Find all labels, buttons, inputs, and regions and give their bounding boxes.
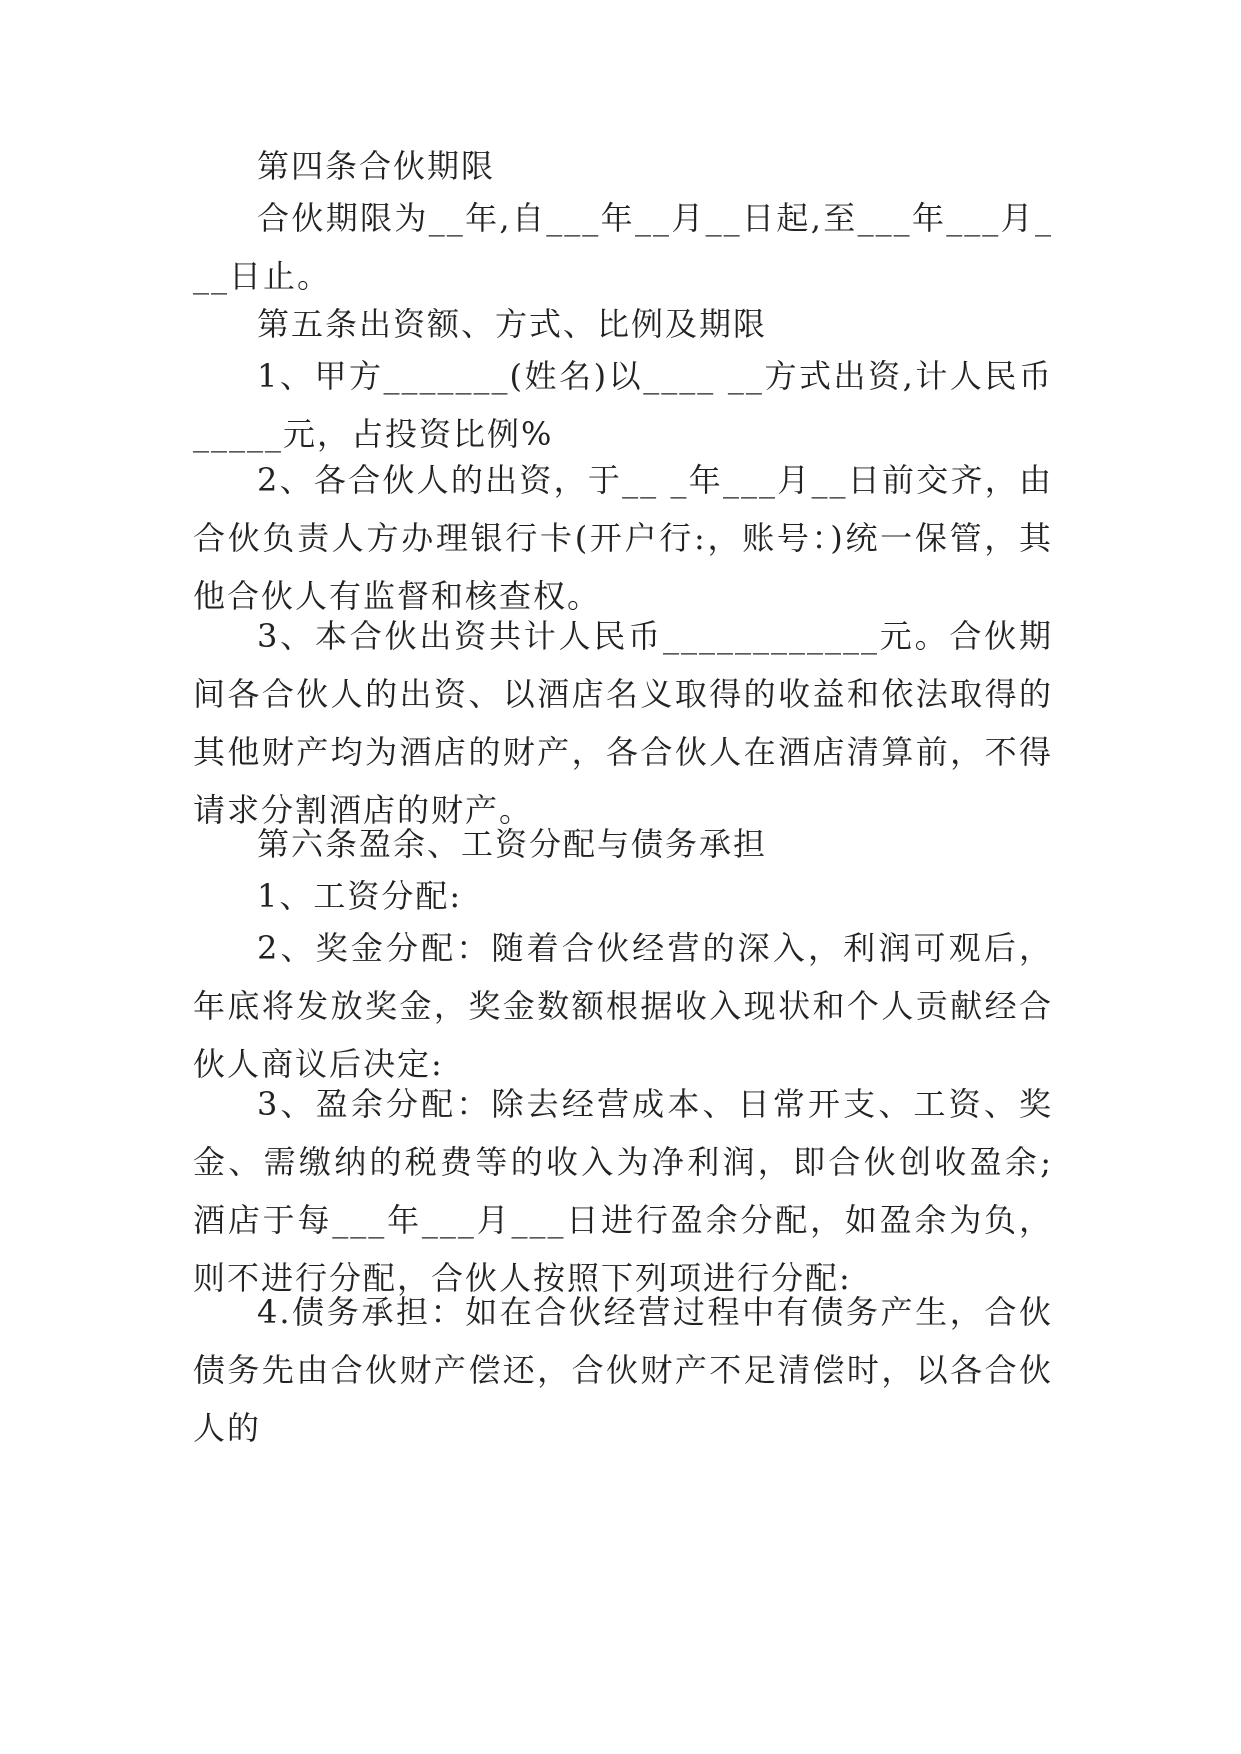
bonus-distribution-item: 2、奖金分配：随着合伙经营的深入，利润可观后，年底将发放奖金，奖金数额根据收入现状和个人贡献经合伙人商议后决定:	[193, 929, 1053, 1083]
partnership-term-paragraph: 合伙期限为__年,自___年__月__日起,至___年___月___日止。	[193, 199, 1053, 295]
contribution-item-1: 1、甲方_______(姓名)以____ __方式出资,计人民币_____元，占投资比例%	[193, 357, 1053, 453]
article-6-heading: 第六条盈余、工资分配与债务承担	[257, 825, 768, 863]
debt-bearing-item: 4.债务承担：如在合伙经营过程中有债务产生，合伙债务先由合伙财产偿还，合伙财产不足清偿时，以各合伙人的	[193, 1293, 1053, 1447]
wage-distribution-item: 1、工资分配:	[257, 877, 463, 915]
surplus-distribution-item: 3、盈余分配：除去经营成本、日常开支、工资、奖金、需缴纳的税费等的收入为净利润，即合伙创收盈余;酒店于每___年___月___日进行盈余分配，如盈余为负，则不进行分配，合伙人按照下列项进行分配:	[193, 1085, 1053, 1297]
article-5-heading: 第五条出资额、方式、比例及期限	[257, 305, 768, 343]
article-4-heading: 第四条合伙期限	[257, 147, 496, 185]
contribution-item-3: 3、本合伙出资共计人民币____________元。合伙期间各合伙人的出资、以酒店名义取得的收益和依法取得的其他财产均为酒店的财产，各合伙人在酒店清算前，不得请求分割酒店的财产。	[193, 617, 1053, 829]
contribution-item-2: 2、各合伙人的出资，于__ _年___月__日前交齐，由合伙负责人方办理银行卡(开户行:，账号：)统一保管，其他合伙人有监督和核查权。	[193, 461, 1053, 615]
